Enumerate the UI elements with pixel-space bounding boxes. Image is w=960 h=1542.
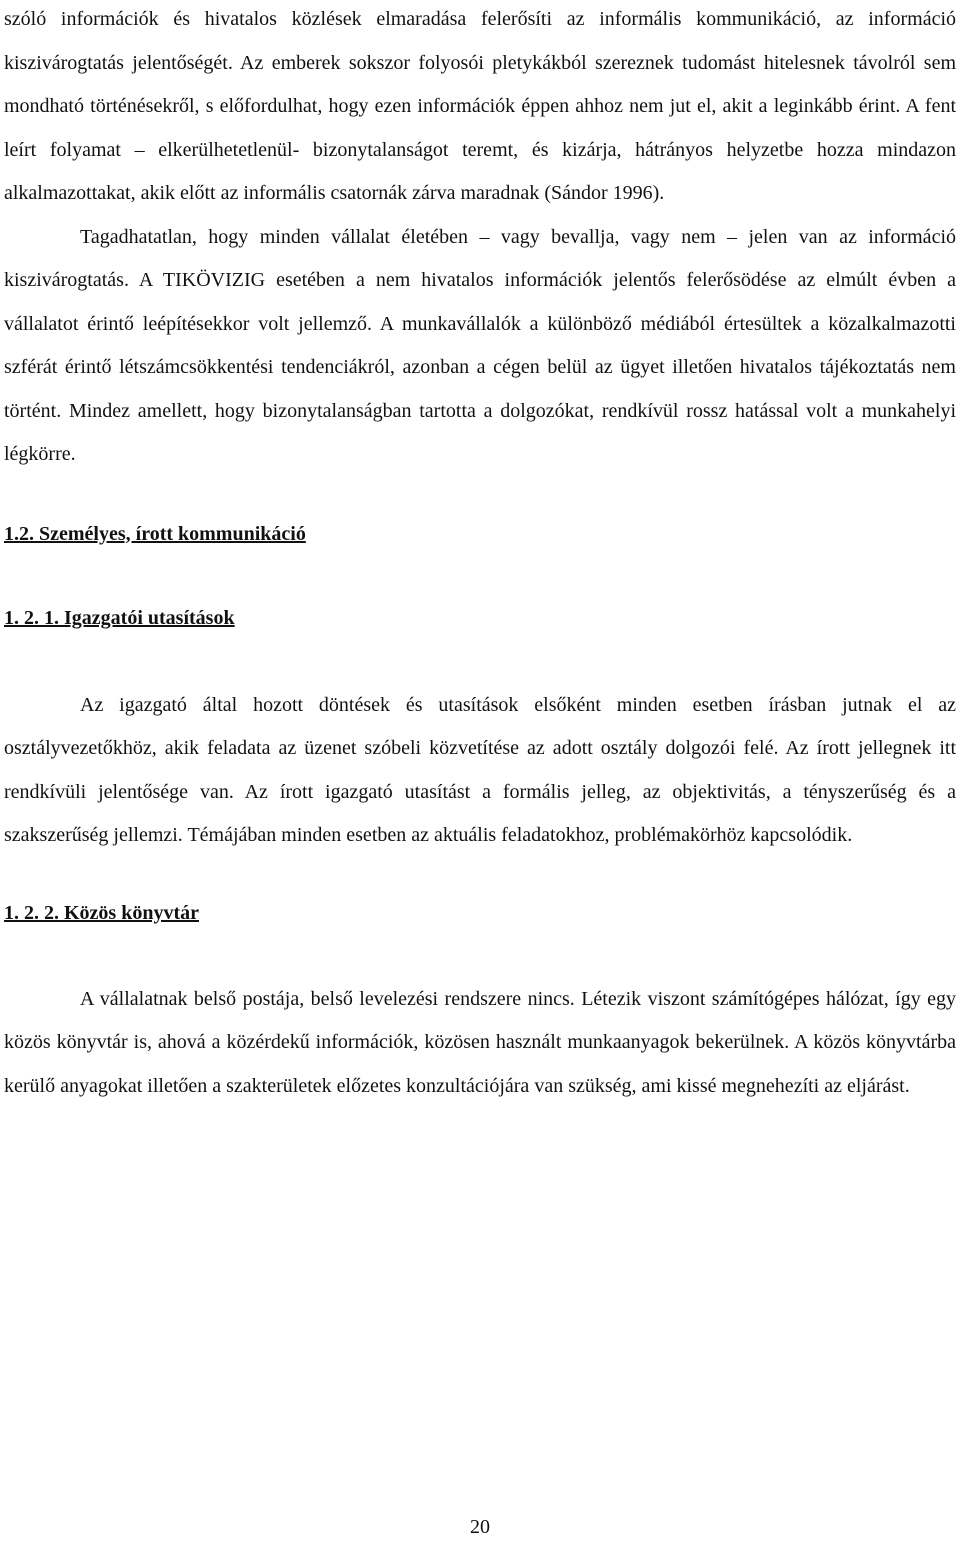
paragraph-information-leak: Tagadhatatlan, hogy minden vállalat életében – vagy bevallja, vagy nem – jelen van az információ kiszivárogtatás. A TIKÖVIZIG esetében a nem hivatalos információk jelentős felerősödése az elmúlt évben a vállalatot érintő leépítésekkor volt jellemző. A munkavállalók a különböző médiából értesültek a közalkalmazotti szférát érintő létszámcsökkentési tendenciákról, azonban a cégen belül az ügyet illetően hivatalos tájékoztatás nem történt. Mindez amellett, hogy bizonytalanságban tartotta a dolgozókat, rendkívül rossz hatással volt a munkahelyi légkörre. — [4, 225, 956, 465]
subsection-heading-director-instructions: 1. 2. 1. Igazgatói utasítások — [4, 606, 235, 629]
subsection-heading-shared-library: 1. 2. 2. Közös könyvtár — [4, 901, 199, 924]
page-number: 20 — [470, 1516, 490, 1538]
paragraph-shared-library: A vállalatnak belső postája, belső levelezési rendszere nincs. Létezik viszont számítógépes hálózat, így egy közös könyvtár is, ahová a közérdekű információk, közösen használt munkaanyagok bekerülnek. A közös könyvtárba kerülő anyagokat illetően a szakterületek előzetes konzultációjára van szükség, ami kissé megnehezíti az eljárást. — [4, 987, 956, 1097]
document-page — [4, 0, 956, 1108]
section-heading-written-communication: 1.2. Személyes, írott kommunikáció — [4, 522, 306, 545]
paragraph-informal-communication: szóló információk és hivatalos közlések elmaradása felerősíti az informális kommunikáció, az információ kiszivárogtatás jelentőségét. Az emberek sokszor folyosói pletykákból szereznek tudomást hitelesnek távolról sem mondható történésekről, s előfordulhat, hogy ezen információk éppen ahhoz nem jut el, akit a leginkább érint. A fent leírt folyamat – elkerülhetetlenül- bizonytalanságot teremt, és kizárja, hátrányos helyzetbe hozza mindazon alkalmazottakat, akik előtt az informális csatornák zárva maradnak (Sándor 1996). — [4, 8, 956, 204]
paragraph-director-instructions: Az igazgató által hozott döntések és utasítások elsőként minden esetben írásban jutnak el az osztályvezetőkhöz, akik feladata az üzenet szóbeli közvetítése az adott osztály dolgozói felé. Az írott jellegnek itt rendkívüli jelentősége van. Az írott igazgató utasítást a formális jelleg, az objektivitás, a tényszerűség és a szakszerűség jellemzi. Témájában minden esetben az aktuális feladatokhoz, problémakörhöz kapcsolódik. — [4, 693, 956, 846]
